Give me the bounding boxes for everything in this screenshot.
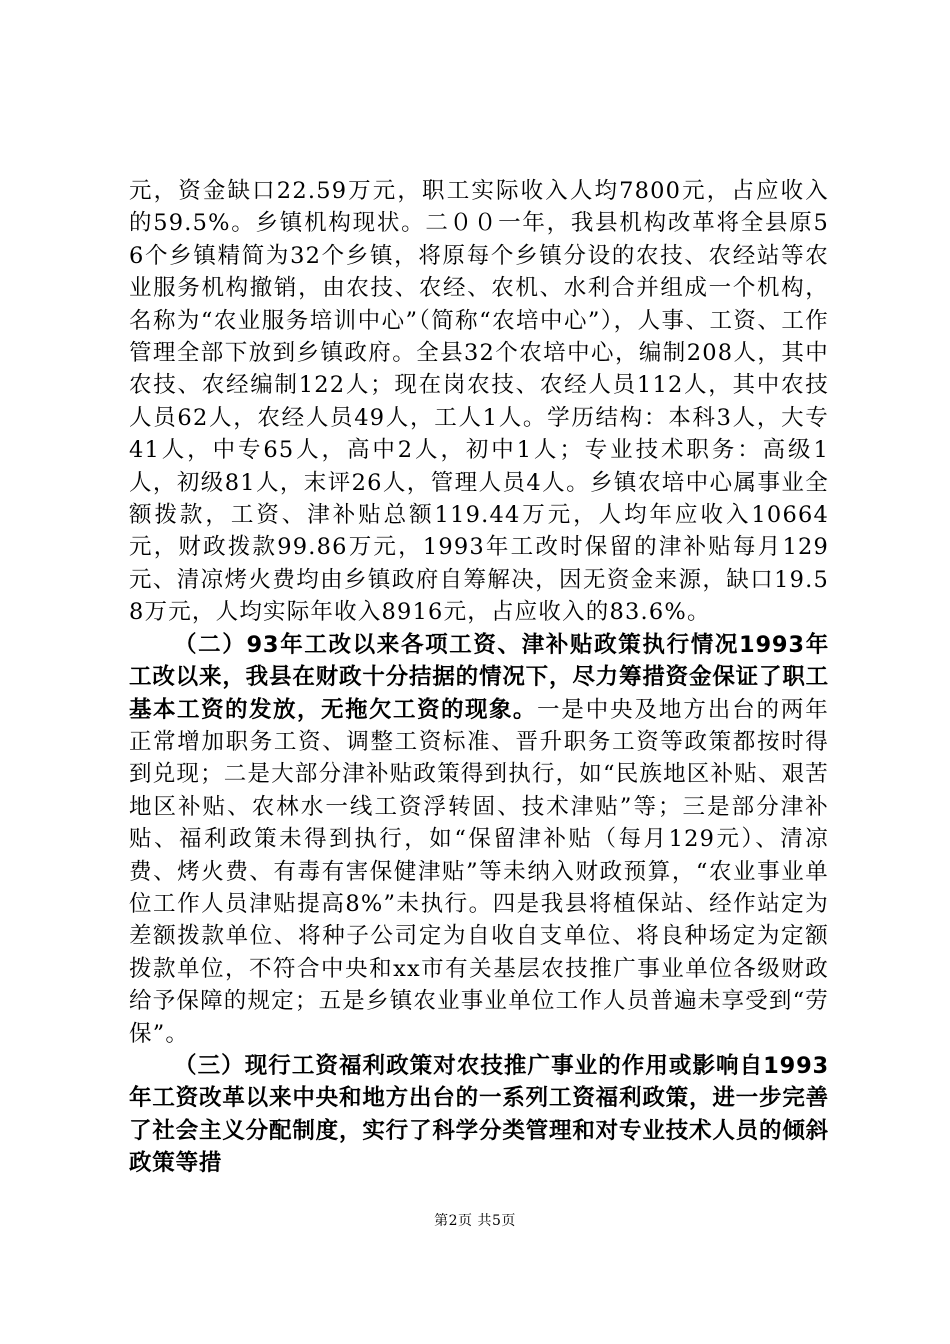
paragraph-1: 元，资金缺口22.59万元，职工实际收入人均7800元，占应收入的59.5%。乡镇机构现状。二００一年，我县机构改革将全县原56个乡镇精简为32个乡镇，将原每个乡镇分设的农技、农经站等农业服务机构撤销，由农技、农经、农机、水利合并组成一个机构，名称为“农业服务培训中心”（简称“农培中心”），人事、工资、工作管理全部下放到乡镇政府。全县32个农培中心，编制208人，其中农技、农经编制122人；现在岗农技、农经人员112人，其中农技人员62人，农经人员49人，工人1人。学历结构：本科3人，大专41人，中专65人，高中2人，初中1人；专业技术职务：高级1人，初级81人，末评26人，管理人员4人。乡镇农培中心属事业全额拨款，工资、津补贴总额119.44万元，人均年应收入10664元，财政拨款99.86万元，1993年工改时保留的津补贴每月129元、清凉烤火费均由乡镇政府自筹解决，因无资金来源，缺口19.58万元，人均实际年收入8916元，占应收入的83.6%。 [129,178,829,626]
paragraph-3: （三）现行工资福利政策对农技推广事业的作用或影响自1993年工资改革以来中央和地方出台的一系列工资福利政策，进一步完善了社会主义分配制度，实行了科学分类管理和对专业技术人员的倾斜政策等措 [129,1052,829,1177]
document-body [129,175,829,1180]
page-number-footer: 第2页 共5页 [434,1213,516,1229]
paragraph-2-heading: （二）93年工改以来各项工资、津补贴政策执行情况1993年工改以来，我县在财政十分拮据的情况下，尽力筹措资金保证了职工基本工资的发放，无拖欠工资的现象。 [129,631,829,723]
paragraph-2 [129,629,829,1050]
paragraph-2-body: 一是中央及地方出台的两年正常增加职务工资、调整工资标准、晋升职务工资等政策都按时得到兑现；二是大部分津补贴政策得到执行，如“民族地区补贴、艰苦地区补贴、农林水一线工资浮转固、技术津贴”等；三是部分津补贴、福利政策未得到执行，如“保留津补贴（每月129元）、清凉费、烤火费、有毒有害保健津贴”等未纳入财政预算，“农业事业单位工作人员津贴提高8%”未执行。四是我县将植保站、经作站定为差额拨款单位、将种子公司定为自收自支单位、将良种场定为定额拨款单位，不符合中央和xx市有关基层农技推广事业单位各级财政给予保障的规定；五是乡镇农业事业单位工作人员普遍未享受到“劳保”。 [129,696,830,1047]
